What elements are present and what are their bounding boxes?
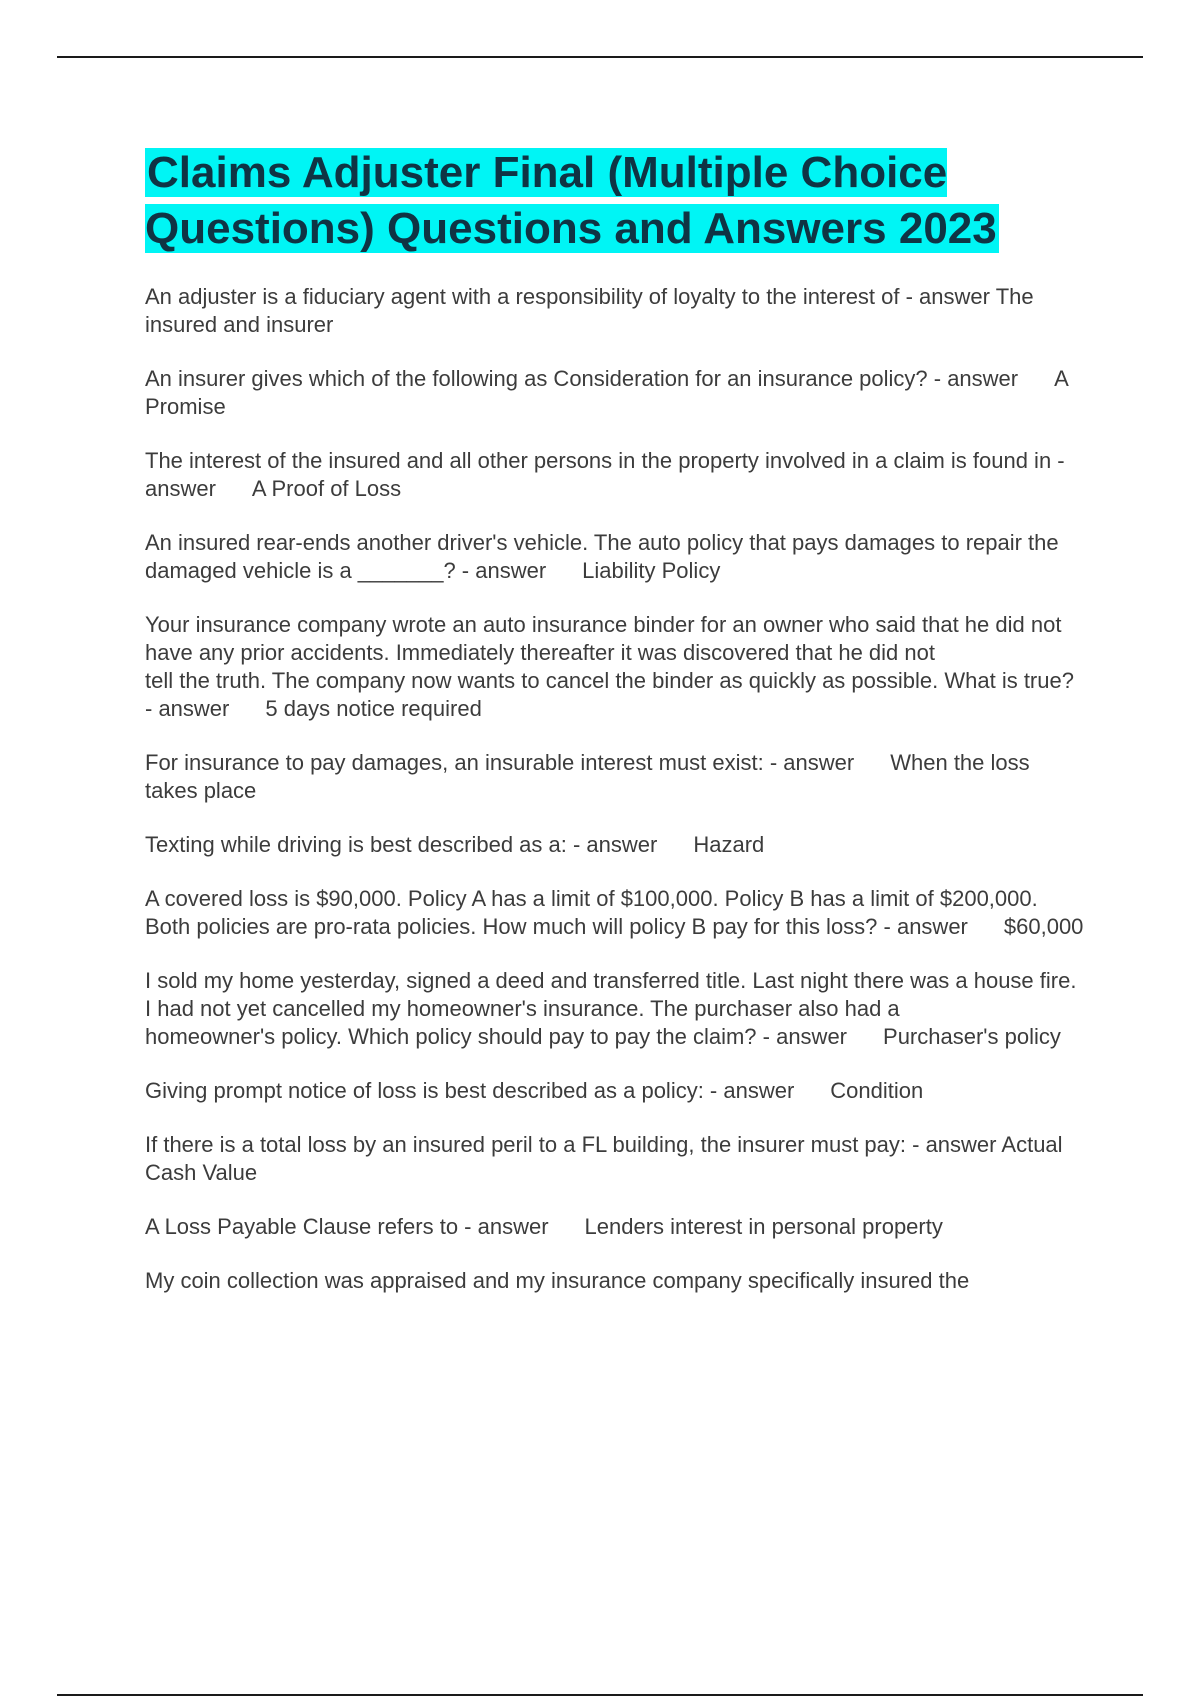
- answer-text: When the loss takes place: [145, 750, 1030, 803]
- question-text: I sold my home yesterday, signed a deed and transferred title. Last night there was a house fire. I had not yet cancelled my homeowner's insurance. The purchaser also had a homeowner's policy. Which policy should pay to pay the claim? - answer: [145, 968, 1077, 1049]
- question-text: An insurer gives which of the following as Consideration for an insurance policy? - answer: [145, 366, 1019, 391]
- question-text: Giving prompt notice of loss is best described as a policy: - answer: [145, 1078, 795, 1103]
- answer-text: 5 days notice required: [265, 696, 482, 721]
- question-text: A covered loss is $90,000. Policy A has a limit of $100,000. Policy B has a limit of $200,000. Both policies are pro-rata policies. How much will policy B pay for this loss? - answer: [145, 886, 1038, 939]
- qa-item: [145, 447, 1085, 503]
- qa-item: [145, 967, 1085, 1051]
- answer-text: The insured and insurer: [145, 284, 1034, 337]
- qa-item: [145, 1077, 1085, 1105]
- answer-text: Actual Cash Value: [145, 1132, 1063, 1185]
- question-text: For insurance to pay damages, an insurable interest must exist: - answer: [145, 750, 855, 775]
- answer-text: Hazard: [693, 832, 765, 857]
- question-text: Your insurance company wrote an auto insurance binder for an owner who said that he did not have any prior accidents. Immediately thereafter it was discovered that he did not tell the truth. The company now wants to cancel the binder as quickly as possible. What is true? - answer: [145, 612, 1074, 721]
- question-text: A Loss Payable Clause refers to - answer: [145, 1214, 549, 1239]
- qa-list: [145, 283, 1085, 1295]
- answer-text: A Promise: [145, 366, 1068, 419]
- qa-item: [145, 1267, 1085, 1295]
- question-text: The interest of the insured and all other persons in the property involved in a claim is found in - answer: [145, 448, 1065, 501]
- answer-text: A Proof of Loss: [251, 476, 402, 501]
- qa-item: [145, 365, 1085, 421]
- bottom-rule: [57, 1694, 1143, 1696]
- title-highlight: Claims Adjuster Final (Multiple Choice Questions) Questions and Answers 2023: [145, 148, 997, 253]
- qa-item: [145, 611, 1085, 723]
- qa-item: [145, 283, 1085, 339]
- answer-text: Purchaser's policy: [883, 1024, 1061, 1049]
- question-text: If there is a total loss by an insured peril to a FL building, the insurer must pay: - answer: [145, 1132, 997, 1157]
- qa-item: [145, 529, 1085, 585]
- answer-text: Condition: [830, 1078, 924, 1103]
- question-text: An adjuster is a fiduciary agent with a responsibility of loyalty to the interest of - answer: [145, 284, 990, 309]
- qa-item: [145, 1213, 1085, 1241]
- answer-text: Lenders interest in personal property: [584, 1214, 943, 1239]
- qa-item: [145, 749, 1085, 805]
- qa-item: [145, 831, 1085, 859]
- document-body: [145, 145, 1085, 1321]
- question-text: My coin collection was appraised and my insurance company specifically insured the: [145, 1268, 970, 1293]
- question-text: Texting while driving is best described as a: - answer: [145, 832, 658, 857]
- answer-text: Liability Policy: [582, 558, 721, 583]
- top-rule: [57, 56, 1143, 58]
- qa-item: [145, 1131, 1085, 1187]
- document-title: [145, 145, 1085, 257]
- question-text: An insured rear-ends another driver's vehicle. The auto policy that pays damages to repair the damaged vehicle is a _______? - answer: [145, 530, 1059, 583]
- answer-text: $60,000: [1003, 914, 1084, 939]
- qa-item: [145, 885, 1085, 941]
